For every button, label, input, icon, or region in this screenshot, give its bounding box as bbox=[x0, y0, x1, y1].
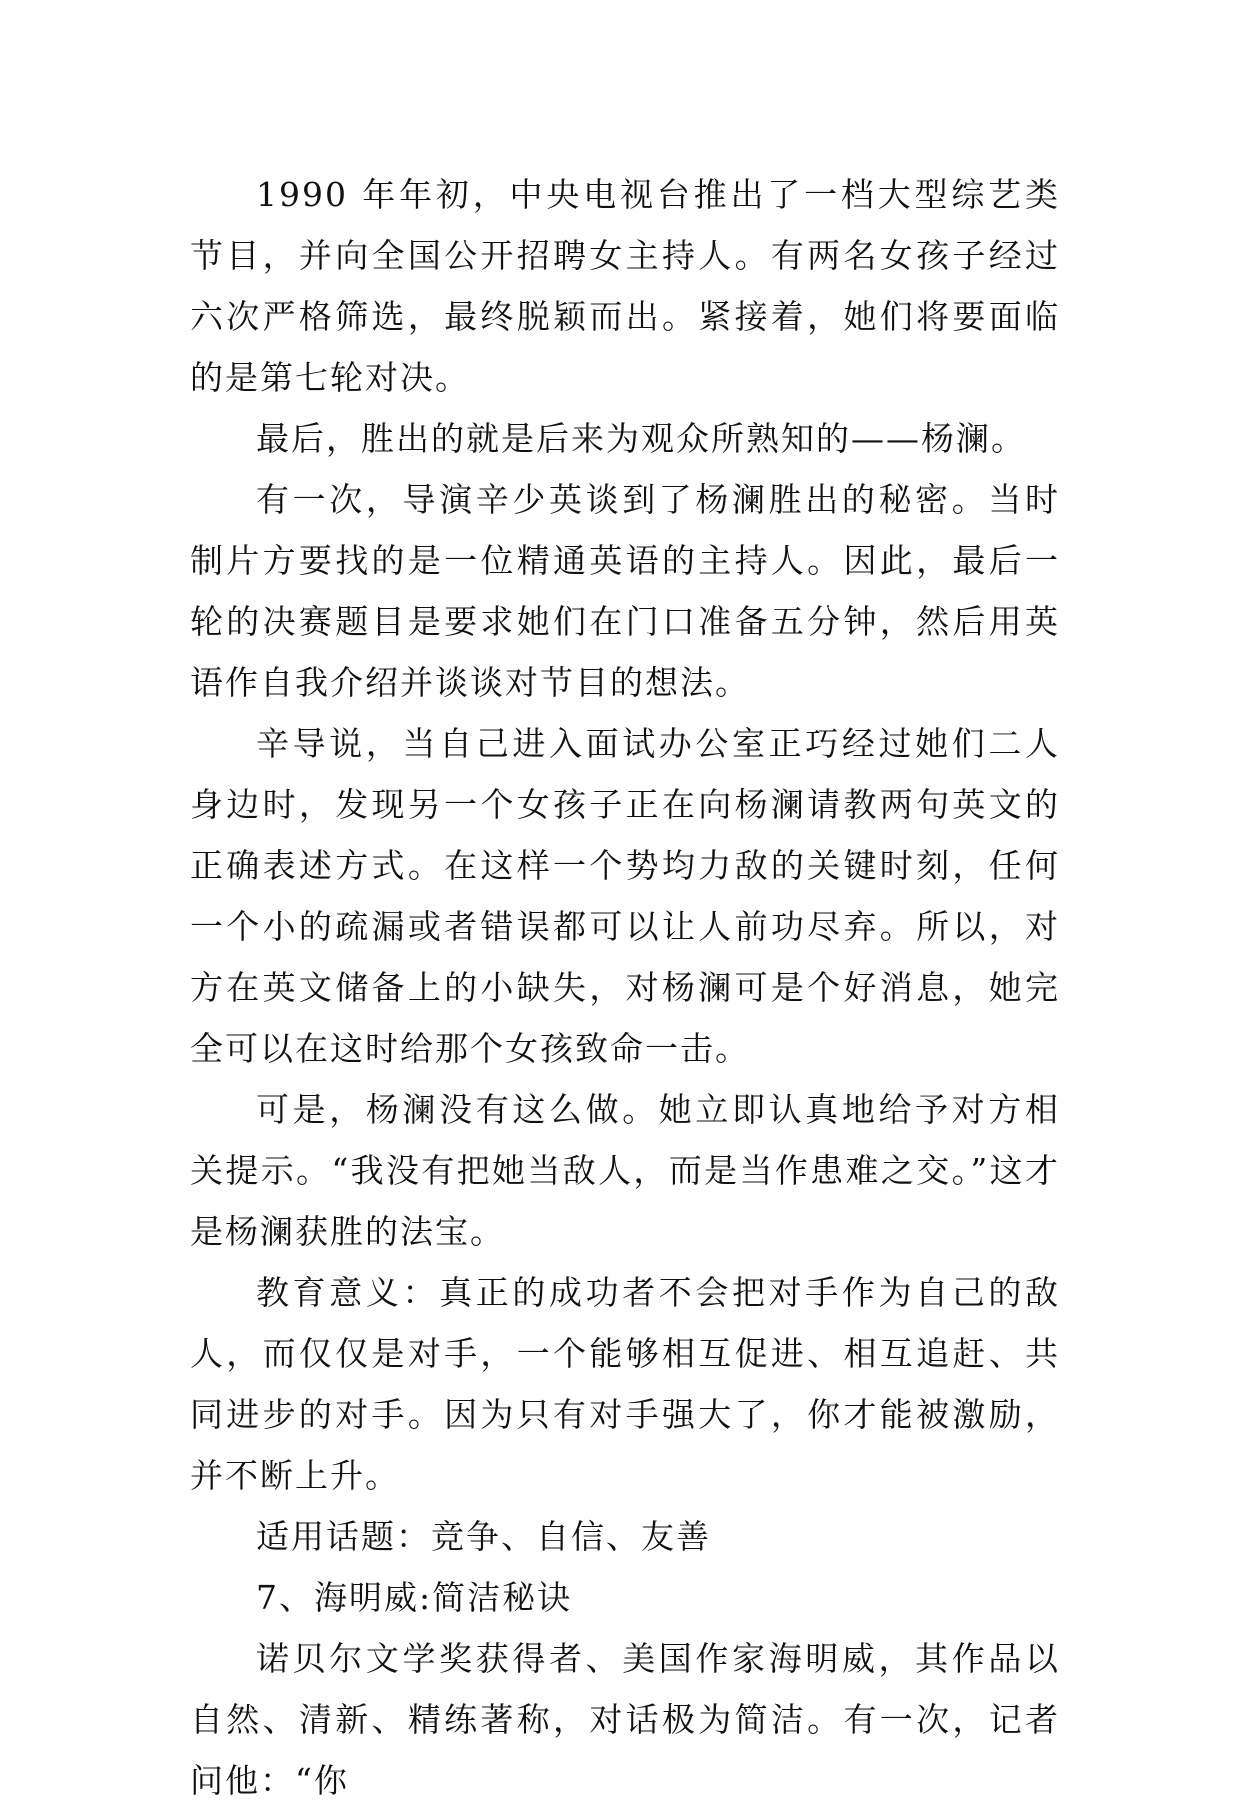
paragraph-winner: 最后，胜出的就是后来为观众所熟知的——杨澜。 bbox=[256, 419, 1026, 458]
paragraph-hemingway-intro: 诺贝尔文学奖获得者、美国作家海明威，其作品以自然、清新、精练著称，对话极为简洁。有一次，记者问他：“你 bbox=[190, 1639, 1060, 1800]
paragraph-applicable-topics: 适用话题：竞争、自信、友善 bbox=[256, 1517, 711, 1556]
paragraph-educational-meaning: 教育意义：真正的成功者不会把对手作为自己的敌人，而仅仅是对手，一个能够相互促进、相互追赶、共同进步的对手。因为只有对手强大了，你才能被激励，并不断上升。 bbox=[190, 1273, 1060, 1495]
paragraph-recruitment: 1990 年年初，中央电视台推出了一档大型综艺类节目，并向全国公开招聘女主持人。有两名女孩子经过六次严格筛选，最终脱颖而出。紧接着，她们将要面临的是第七轮对决。 bbox=[190, 175, 1060, 397]
paragraph-helpful-hint: 可是，杨澜没有这么做。她立即认真地给予对方相关提示。“我没有把她当敌人，而是当作患难之交。”这才是杨澜获胜的法宝。 bbox=[190, 1090, 1060, 1251]
paragraph-rival-question: 辛导说，当自己进入面试办公室正巧经过她们二人身边时，发现另一个女孩子正在向杨澜请教两句英文的正确表述方式。在这样一个势均力敌的关键时刻，任何一个小的疏漏或者错误都可以让人前功尽弃。所以，对方在英文储备上的小缺失，对杨澜可是个好消息，她完全可以在这时给那个女孩致命一击。 bbox=[190, 724, 1060, 1068]
paragraph-director-secret: 有一次，导演辛少英谈到了杨澜胜出的秘密。当时制片方要找的是一位精通英语的主持人。因此，最后一轮的决赛题目是要求她们在门口准备五分钟，然后用英语作自我介绍并谈谈对节目的想法。 bbox=[190, 480, 1060, 702]
section-heading-hemingway: 7、海明威:简洁秘诀 bbox=[256, 1578, 573, 1617]
document-body bbox=[190, 164, 1060, 1811]
